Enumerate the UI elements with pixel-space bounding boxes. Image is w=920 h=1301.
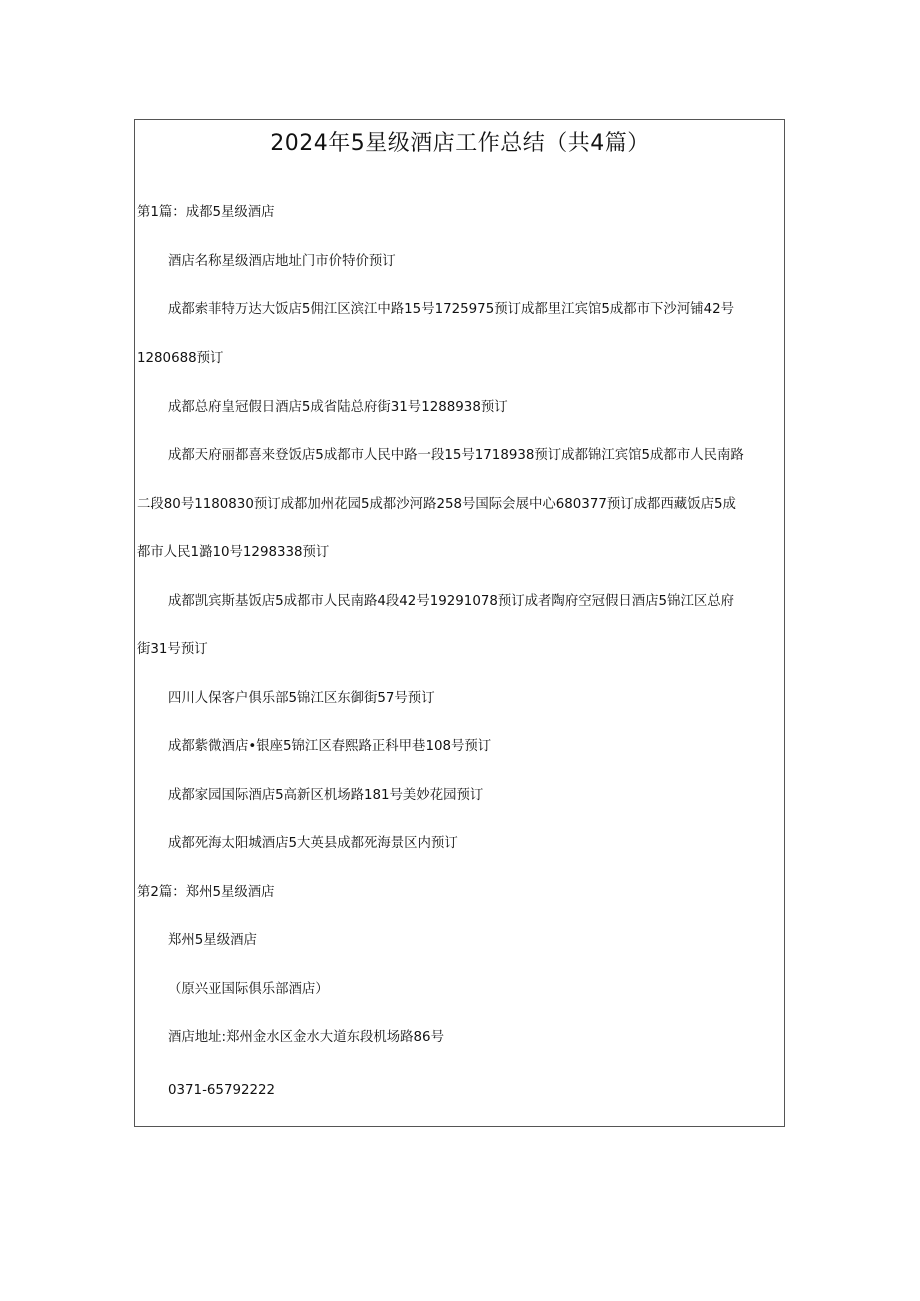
paragraph-line: 酒店名称星级酒店地址门市价特价预订 xyxy=(168,254,396,269)
paragraph-line: 成都紫微酒店•银座5锦江区春熙路正科甲巷108号预订 xyxy=(168,739,492,754)
document-title: 2024年5星级酒店工作总结（共4篇） xyxy=(270,131,650,156)
paragraph-line: 二段80号1180830预订成都加州花园5成都沙河路258号国际会展中心680377预订成都西藏饭店5成 xyxy=(137,497,736,512)
paragraph-line: 都市人民1潞10号1298338预订 xyxy=(137,545,330,560)
paragraph-line: 酒店地址:郑州金水区金水大道东段机场路86号 xyxy=(168,1030,444,1045)
section-2-heading: 第2篇：郑州5星级酒店 xyxy=(137,885,275,900)
paragraph-line: （原兴亚国际俱乐部酒店） xyxy=(168,982,329,997)
paragraph-line: 1280688预订 xyxy=(137,351,224,366)
paragraph-line: 成都凯宾斯基饭店5成都市人民南路4段42号19291078预订成者陶府空冠假日酒店5锦江区总府 xyxy=(168,594,735,609)
paragraph-line: 四川人保客户俱乐部5锦江区东御街57号预订 xyxy=(168,691,435,706)
paragraph-line: 街31号预订 xyxy=(137,642,208,657)
paragraph-line: 0371-65792222 xyxy=(168,1083,276,1098)
paragraph-line: 成都总府皇冠假日酒店5成省陆总府街31号1288938预订 xyxy=(168,400,508,415)
paragraph-line: 成都天府丽都喜来登饭店5成都市人民中路一段15号1718938预订成都锦江宾馆5成都市人民南路 xyxy=(168,448,744,463)
paragraph-line: 成都家园国际酒店5高新区机场路181号美妙花园预订 xyxy=(168,788,484,803)
paragraph-line: 成都索菲特万达大饭店5佣江区滨江中路15号1725975预订成都里江宾馆5成都市下沙河铺42号 xyxy=(168,302,735,317)
section-1-heading: 第1篇：成都5星级酒店 xyxy=(137,205,275,220)
paragraph-line: 成都死海太阳城酒店5大英县成都死海景区内预订 xyxy=(168,836,458,851)
paragraph-line: 郑州5星级酒店 xyxy=(168,933,257,948)
